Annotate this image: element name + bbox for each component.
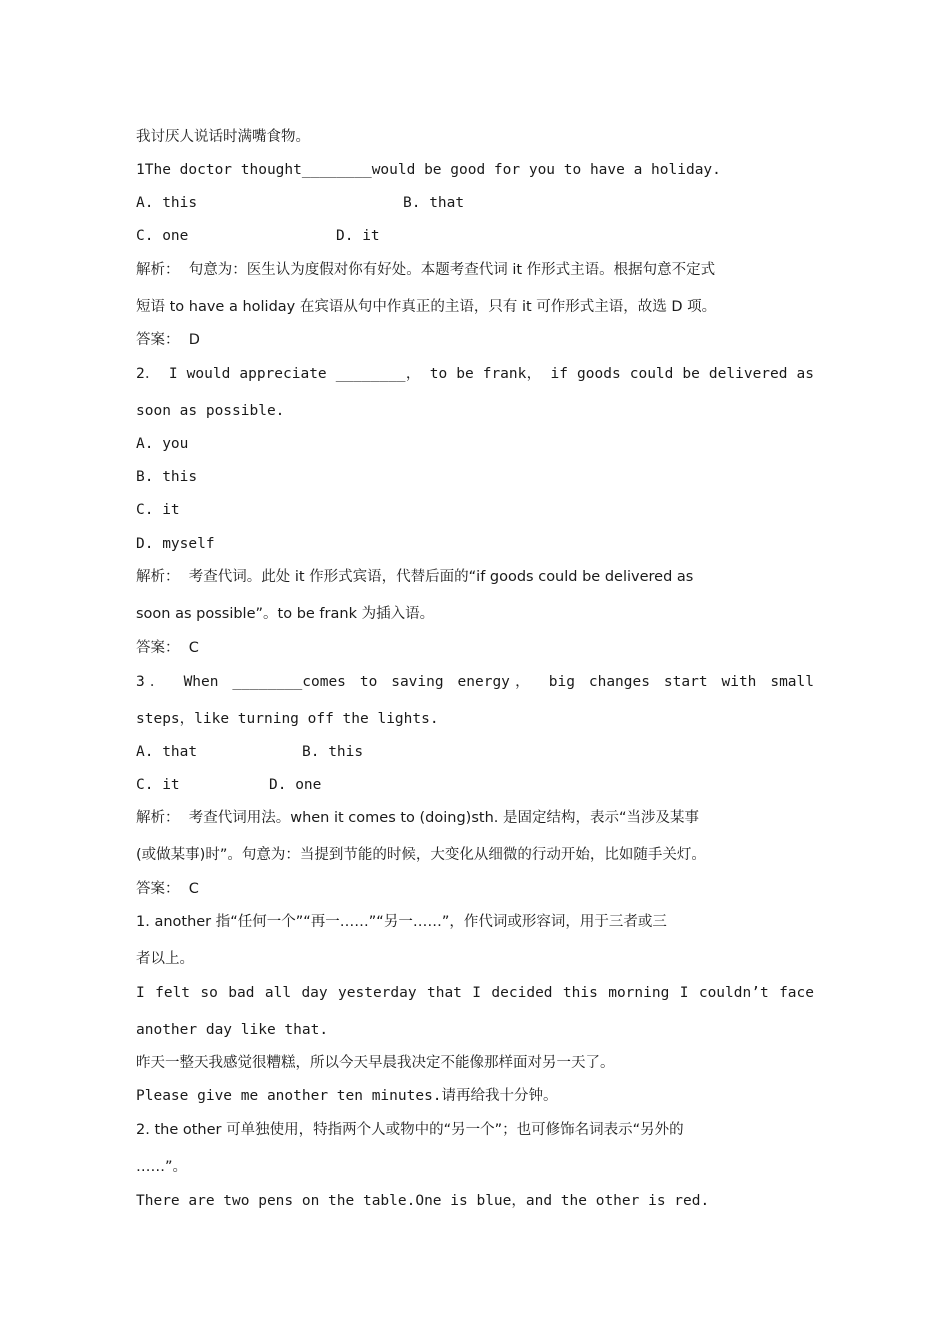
q1-option-d: D. it (336, 228, 380, 244)
q3-stem-line-2: steps，like turning off the lights. (136, 711, 439, 727)
note1-example-line-2: another day like that. (136, 1022, 329, 1038)
q2-option-b: B. this (136, 469, 198, 485)
q2-option-d: D. myself (136, 536, 215, 552)
note1-example-2: Please give me another ten minutes.请再给我十分钟。 (136, 1088, 558, 1104)
q3-option-a: A. that (136, 744, 198, 760)
q2-stem-line-2: soon as possible. (136, 403, 285, 419)
q1-option-a: A. this (136, 195, 198, 211)
q2-analysis-line-1: 解析： 考查代词。此处 it 作形式宾语，代替后面的“if goods could be delivered as (136, 569, 694, 585)
q3-option-b: B. this (302, 744, 364, 760)
note1-line-2: 者以上。 (136, 951, 194, 967)
note2-example-line-1: There are two pens on the table.One is blue，and the other is red. (136, 1193, 710, 1209)
q3-answer: 答案： C (136, 881, 199, 897)
note2-line-2: ……”。 (136, 1159, 188, 1175)
q2-option-c: C. it (136, 502, 180, 518)
q2-option-a: A. you (136, 436, 189, 452)
q1-answer: 答案： D (136, 332, 200, 348)
q1-option-c: C. one (136, 228, 189, 244)
q3-option-c: C. it (136, 777, 180, 793)
q3-option-d: D. one (269, 777, 322, 793)
q2-stem-line-1: 2． I would appreciate ________， to be frank， if goods could be delivered as (136, 366, 814, 382)
note1-example-translation: 昨天一整天我感觉很糟糕，所以今天早晨我决定不能像那样面对另一天了。 (136, 1055, 615, 1071)
q1-stem: 1The doctor thought________would be good for you to have a holiday. (136, 162, 721, 178)
q1-option-b: B. that (403, 195, 465, 211)
q1-analysis-line-1: 解析： 句意为：医生认为度假对你有好处。本题考查代词 it 作形式主语。根据句意不定式 (136, 262, 716, 278)
note1-example-line-1: I felt so bad all day yesterday that I decided this morning I couldn’t face (136, 985, 814, 1001)
intro-line: 我讨厌人说话时满嘴食物。 (136, 129, 310, 145)
q1-analysis-line-2: 短语 to have a holiday 在宾语从句中作真正的主语，只有 it 可作形式主语，故选 D 项。 (136, 299, 717, 315)
q3-stem-line-1: 3． When ________comes to saving energy， big changes start with small (136, 674, 814, 690)
q3-analysis-line-2: (或做某事)时”。句意为：当提到节能的时候，大变化从细微的行动开始，比如随手关灯。 (136, 847, 706, 863)
note2-line-1: 2. the other 可单独使用，特指两个人或物中的“另一个”；也可修饰名词表示“另外的 (136, 1122, 684, 1138)
q3-analysis-line-1: 解析： 考查代词用法。when it comes to (doing)sth. 是固定结构，表示“当涉及某事 (136, 810, 699, 826)
note1-line-1: 1. another 指“任何一个”“再一……”“另一……”，作代词或形容词，用于三者或三 (136, 914, 667, 930)
q2-answer: 答案： C (136, 640, 199, 656)
q2-analysis-line-2: soon as possible”。to be frank 为插入语。 (136, 606, 435, 622)
